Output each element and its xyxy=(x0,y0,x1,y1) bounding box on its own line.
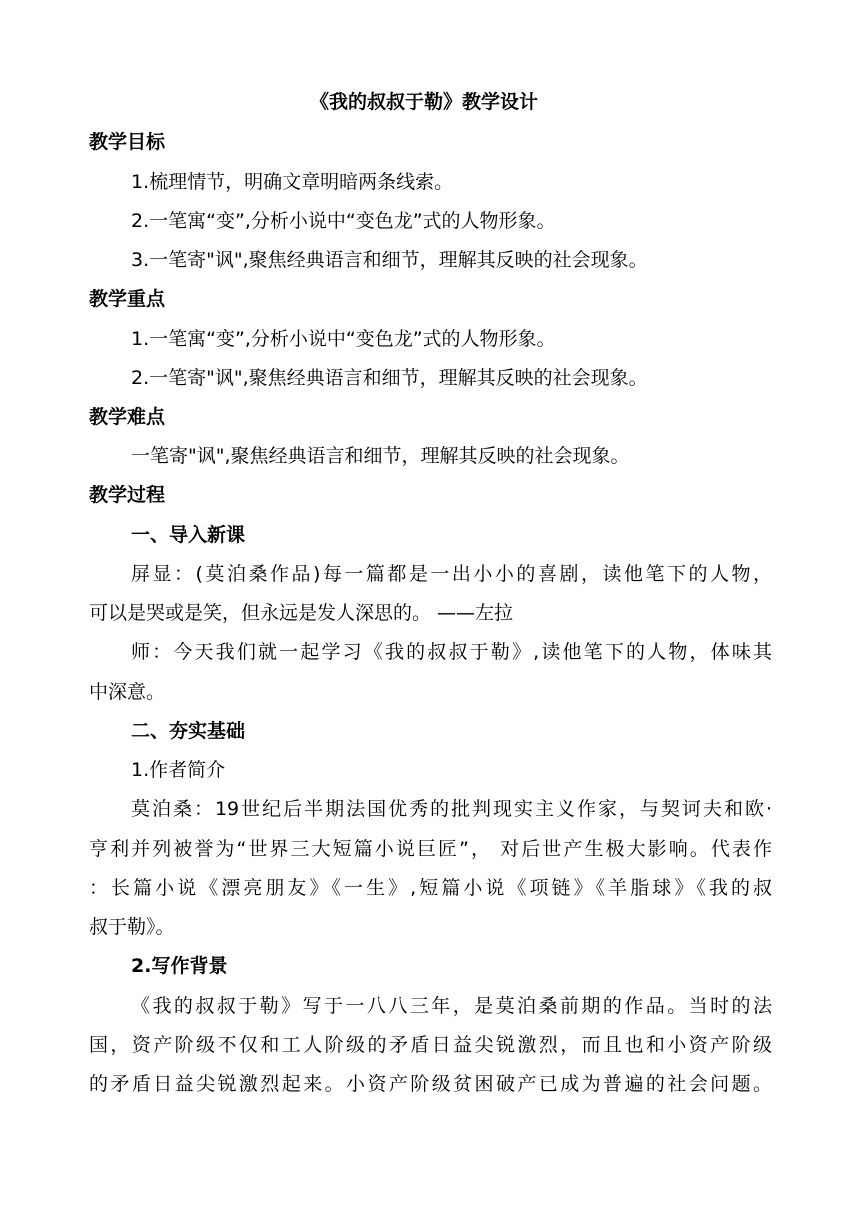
paragraph-line: 叔于勒》。 xyxy=(89,916,175,938)
subsection-heading: 2.写作背景 xyxy=(131,955,228,977)
objective-item: 1.梳理情节，明确文章明暗两条线索。 xyxy=(131,171,454,193)
paragraph-line: 《我的叔叔于勒》写于一八八三年，是莫泊桑前期的作品。当时的法 xyxy=(131,995,772,1017)
paragraph-line: 中深意。 xyxy=(89,681,166,703)
objectives-heading: 教学目标 xyxy=(89,131,166,153)
paragraph-line: 师：今天我们就一起学习《我的叔叔于勒》,读他笔下的人物，体味其 xyxy=(131,641,772,663)
key-point-item: 1.一笔寓“变”,分析小说中“变色龙”式的人物形象。 xyxy=(131,328,556,350)
key-points-heading: 教学重点 xyxy=(89,288,166,310)
difficulties-heading: 教学难点 xyxy=(89,406,166,428)
objective-item: 2.一笔寓“变”,分析小说中“变色龙”式的人物形象。 xyxy=(131,210,556,232)
objective-item: 3.一笔寄"讽",聚焦经典语言和细节，理解其反映的社会现象。 xyxy=(131,249,648,271)
paragraph-line: 莫泊桑：19世纪后半期法国优秀的批判现实主义作家，与契诃夫和欧· xyxy=(131,798,772,820)
paragraph-line: 国，资产阶级不仅和工人阶级的矛盾日益尖锐激烈，而且也和小资产阶级 xyxy=(89,1034,772,1056)
paragraph-line: 可以是哭或是笑，但永远是发人深思的。 ——左拉 xyxy=(89,602,514,624)
subsection-heading: 1.作者简介 xyxy=(131,759,226,781)
difficulties-text: 一笔寄"讽",聚焦经典语言和细节，理解其反映的社会现象。 xyxy=(131,445,630,467)
section-heading: 一、导入新课 xyxy=(131,524,246,546)
paragraph-line: 亨利并列被誉为“世界三大短篇小说巨匠”， 对后世产生极大影响。代表作 xyxy=(89,838,772,860)
document-title: 《我的叔叔于勒》教学设计 xyxy=(310,91,539,113)
key-point-item: 2.一笔寄"讽",聚焦经典语言和细节，理解其反映的社会现象。 xyxy=(131,367,648,389)
paragraph-line: 的矛盾日益尖锐激烈起来。小资产阶级贫困破产已成为普遍的社会问题。 xyxy=(89,1073,772,1095)
process-heading: 教学过程 xyxy=(89,484,166,506)
section-heading: 二、夯实基础 xyxy=(131,720,246,742)
paragraph-line: ：长篇小说《漂亮朋友》《一生》,短篇小说《项链》《羊脂球》《我的叔 xyxy=(89,877,772,899)
paragraph-line: 屏显：(莫泊桑作品)每一篇都是一出小小的喜剧，读他笔下的人物， xyxy=(131,563,772,585)
